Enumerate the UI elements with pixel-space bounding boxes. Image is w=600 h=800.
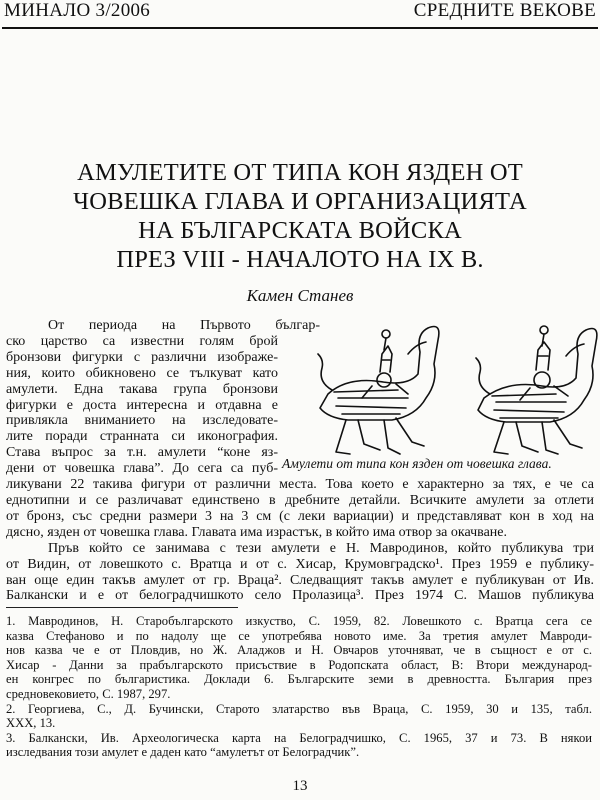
journal-issue: МИНАЛО 3/2006 (4, 0, 151, 21)
page-number: 13 (292, 778, 308, 794)
body-line: Пръв който се занимава с тези амулети е Н. Мавродинов, който публикува три (48, 540, 594, 556)
body-line: Става въпрос за т.н. амулети “коне яз- (6, 445, 278, 461)
footnote-line: изследвания този амулет е даден като “амулетът от Белоградчик”. (6, 745, 360, 760)
title-line: ЧОВЕШКА ГЛАВА И ОРГАНИЗАЦИЯТА (73, 188, 527, 215)
footnote-line: 2. Георгиева, С., Д. Бучински, Старото златарство във Враца, С. 1959, 30 и 135, табл. (6, 701, 592, 716)
body-line: Балкански и е от белоградчишкото село Пролазица³. През 1974 С. Машов публикува (6, 588, 594, 604)
figure-caption: Амулети от типа кон язден от човешка глава. (282, 456, 552, 471)
footnote-rule (6, 607, 238, 608)
running-header (4, 0, 596, 24)
body-line: От периода на Първото българ- (48, 318, 320, 333)
footnote-line: ен конгрес по българистика. Доклади 6. Българските земи в древността. България през (6, 672, 592, 687)
body-line: привлякла вниманието на изследовате- (6, 413, 278, 429)
article-body (6, 318, 594, 604)
footnote-line: 1. Мавродинов, Н. Старобългарското изкуство, С. 1959, 82. Ловешкото с. Вратца сега се (6, 614, 592, 628)
header-rule (2, 27, 598, 29)
title-line: ПРЕЗ VIII - НАЧАЛОТО НА IX В. (116, 246, 484, 273)
footnote-line: Хисар - Данни за прабългарското присъствие в Родопската област, В: Втори международ- (6, 657, 592, 672)
author-name: Камен Станев (246, 286, 354, 305)
body-line: ликувани 22 такива фигури от различни места. Това което е характерно за тях, е че са (6, 477, 594, 493)
body-line: от бронз, със средни размери 3 на 3 см (с леки вариации) и представляват кон в ход на (6, 508, 594, 524)
title-line: НА БЪЛГАРСКАТА ВОЙСКА (138, 217, 462, 244)
article-title (0, 158, 600, 274)
body-line: ско царство са известни голям брой (6, 333, 278, 349)
body-line: еднотипни и се различават единствено в дребните детайли. Всичките амулети за отлети (6, 492, 594, 508)
footnote-line: 3. Балкански, Ив. Археологическа карта на Белоградчишко, С. 1965, 37 и 73. В някои (6, 730, 592, 745)
body-line: дени от човешка глава”. До сега са пуб- (6, 461, 278, 477)
body-line: бронзови фигурки с различни изображе- (6, 349, 278, 365)
section-title: СРЕДНИТЕ ВЕКОВЕ (413, 0, 596, 21)
title-line: АМУЛЕТИТЕ ОТ ТИПА КОН ЯЗДЕН ОТ (77, 159, 523, 186)
body-line: ния, които обикновено се тълкуват като (6, 365, 278, 381)
body-line: от Видин, от ловешкото с. Вратца и от с. Хисар, Крумовградско¹. През 1959 е публику- (6, 556, 594, 572)
body-line: лите поради странната си иконография. (6, 429, 278, 445)
footnote-line: средновековието, С. 1987, 297. (6, 686, 171, 701)
footnote-line: нов казва че е от Пловдив, но Ж. Аладжов и Н. Овчаров уточняват, че в същност е от с. (6, 643, 592, 658)
footnote-line: XXX, 13. (6, 716, 56, 731)
body-line: ван още един такъв амулет от гр. Враца². Следващият такъв амулет е публикуван от Ив. (6, 572, 594, 588)
footnote-line: казва Стефаново и по надолу ще се употребява новото име. За третия амулет Мавроди- (6, 628, 592, 643)
footnotes (6, 614, 592, 760)
body-line: фигурки е доста интересна и отдавна е (6, 397, 278, 413)
body-line: амулети. Една такава група бронзови (6, 381, 278, 397)
body-line: дясно, язден от човешка глава. Главата има израстък, в който има отвор за окачване. (6, 524, 508, 540)
